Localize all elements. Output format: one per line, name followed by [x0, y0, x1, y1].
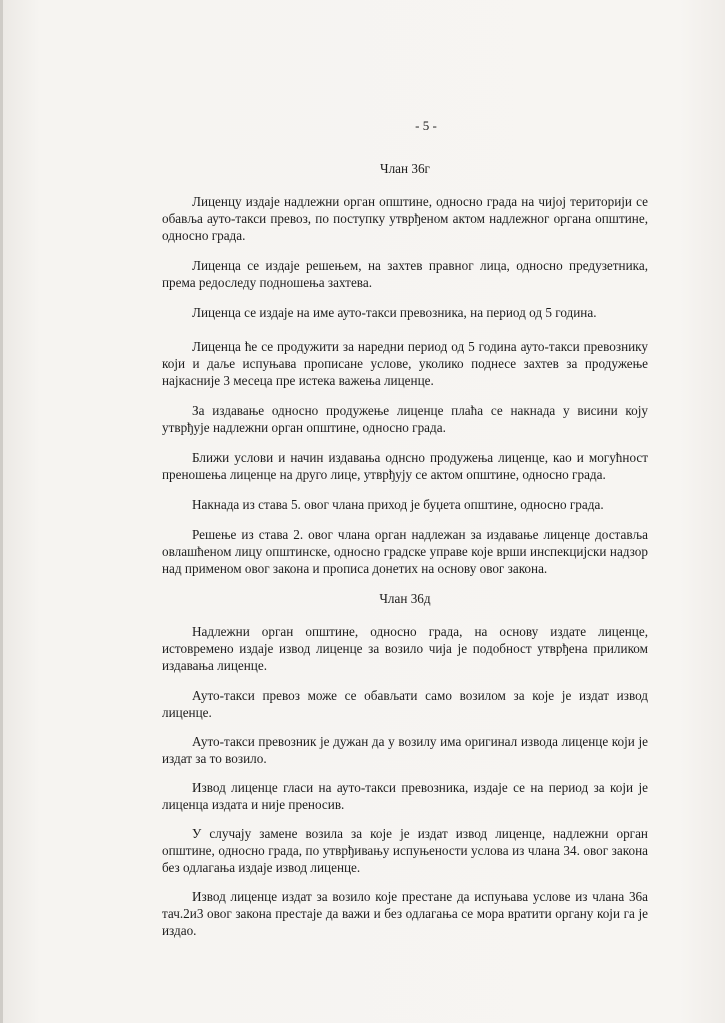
paragraph: Накнада из става 5. овог члана приход је буџета општине, односно града.	[192, 497, 604, 512]
paragraph: Лиценца ће се продужити за наредни период од 5 година ауто-такси превознику који и даље испуњава прописане услове, уколико поднесе захтев за продужење најкасније 3 месеца пре истека важења лиценце.	[162, 339, 648, 388]
paragraph: Лиценцу издаје надлежни орган општине, односно града на чијој територији се обавља ауто-такси превоз, по поступку утврђеном актом надлежног органа општине, односно града.	[162, 194, 648, 243]
paragraph: Ауто-такси превозник је дужан да у возилу има оригинал извода лиценце који је издат за то возило.	[162, 734, 648, 766]
page-edge	[0, 0, 3, 1023]
paragraph: Лиценца се издаје на име ауто-такси превозника, на период од 5 година.	[192, 305, 597, 320]
paragraph: У случају замене возила за које је издат извод лиценце, надлежни орган општине, односно града, по утврђивању испуњености услова из члана 34. овог закона без одлагања издаје извод лиценце.	[162, 826, 648, 875]
paragraph: Решење из става 2. овог члана орган надлежан за издавање лиценце доставља овлашћеном лицу општинске, односно градске управе које врши инспекцијски надзор над применом овог закона и прописа донетих на основу овог закона.	[162, 527, 648, 576]
article-heading-36g: Члан 36г	[380, 161, 430, 176]
page-number: - 5 -	[415, 118, 437, 133]
paragraph: Извод лиценце гласи на ауто-такси превозника, издаје се на период за који је лиценца издата и није преносив.	[162, 780, 648, 812]
paragraph: Надлежни орган општине, односно града, на основу издате лиценце, истовремено издаје извод лиценце за возило чија је подобност утврђена приликом издавања лиценце.	[162, 624, 648, 673]
article-heading-36d: Члан 36д	[379, 591, 431, 606]
paragraph: Лиценца се издаје решењем, на захтев правног лица, односно предузетника, према редоследу подношења захтева.	[162, 258, 648, 290]
paragraph: За издавање односно продужење лиценце плаћа се накнада у висини коју утврђује надлежни орган општине, односно града.	[162, 403, 648, 435]
document-body	[162, 117, 648, 951]
paragraph: Ауто-такси превоз може се обављати само возилом за које је издат извод лиценце.	[162, 688, 648, 720]
paragraph: Извод лиценце издат за возило које престане да испуњава услове из члана 36а тач.2и3 овог закона престаје да важи и без одлагања се мора вратити органу који га је издао.	[162, 889, 648, 938]
paragraph: Ближи услови и начин издавања однсно продужења лиценце, као и могућност преношења лиценце на друго лице, утврђују се актом општине, односно града.	[162, 450, 648, 482]
